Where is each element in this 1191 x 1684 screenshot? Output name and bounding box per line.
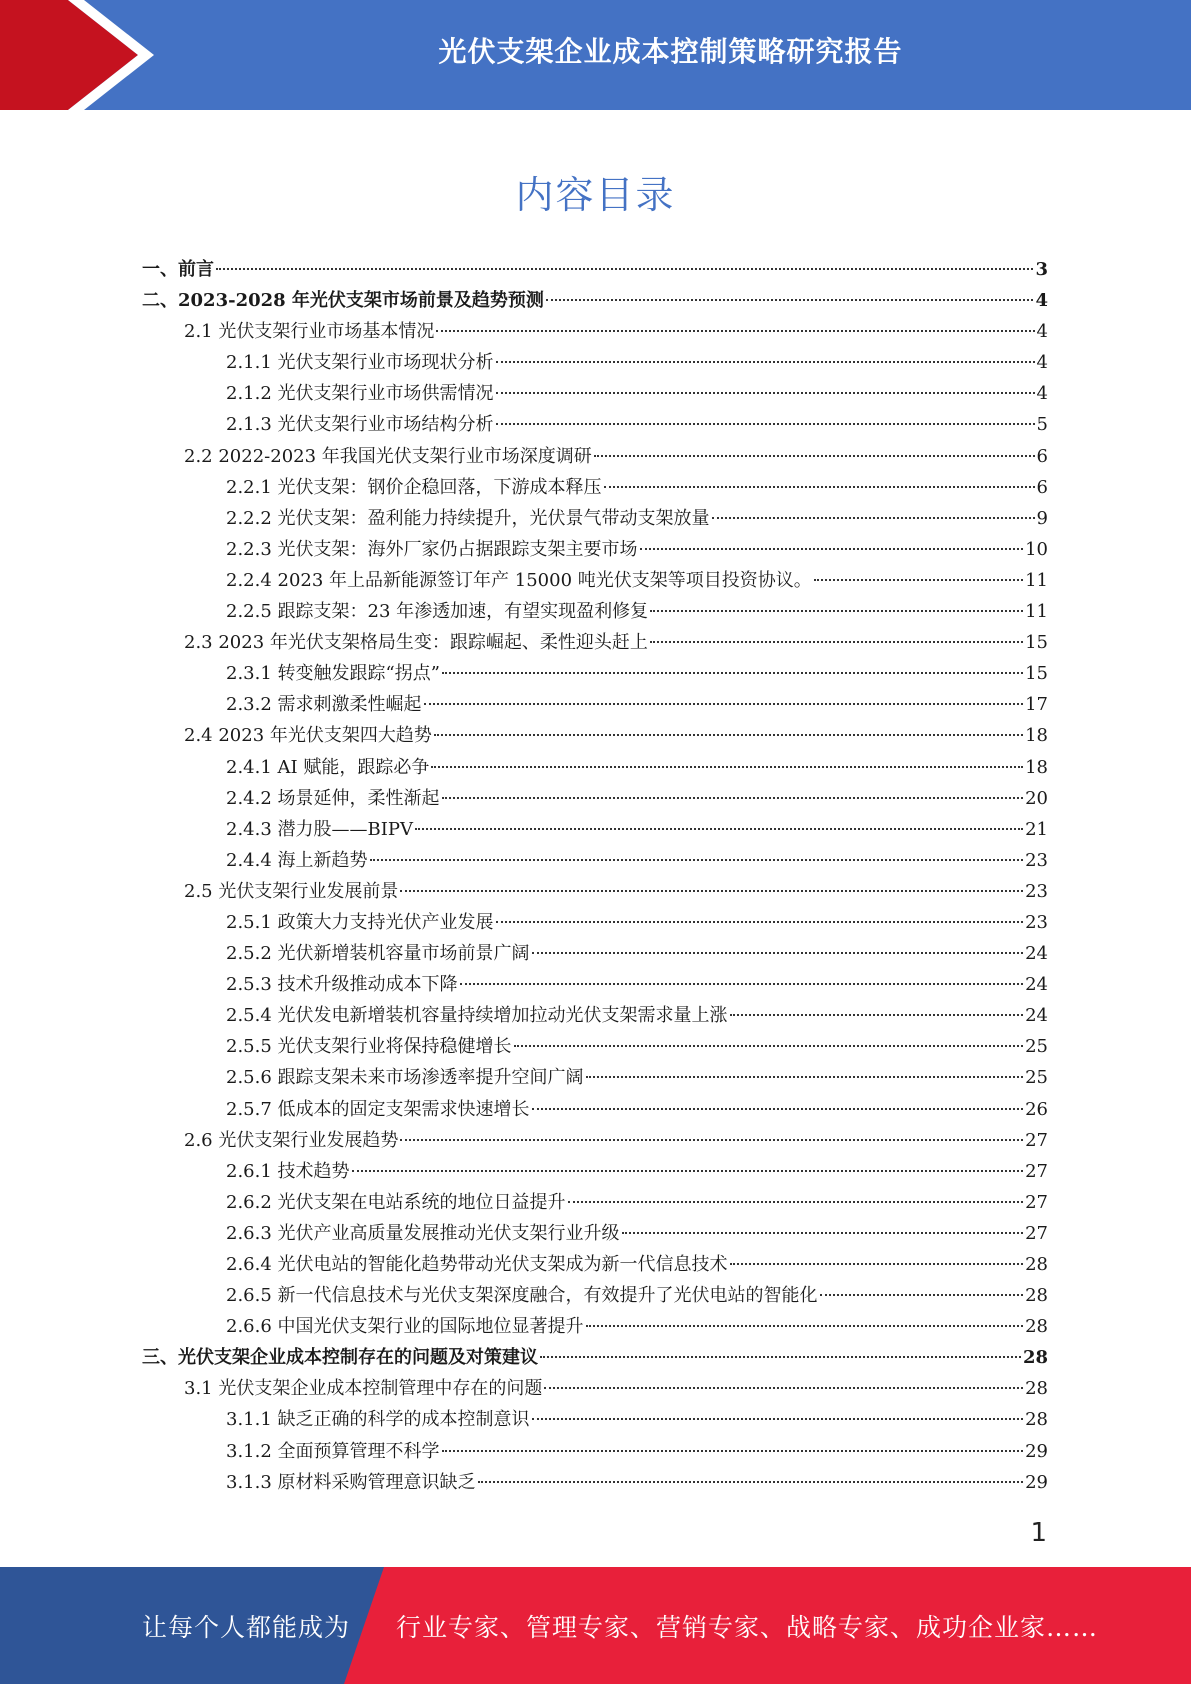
toc-entry-page: 9 [1036, 507, 1048, 529]
toc-entry[interactable] [142, 752, 1048, 783]
toc-entry-label: 2.3.1 转变触发跟踪“拐点” [226, 663, 440, 685]
toc-entry-label: 2.5.7 低成本的固定支架需求快速增长 [226, 1098, 530, 1120]
toc-entry-label: 2.6.6 中国光伏支架行业的国际地位显著提升 [226, 1316, 584, 1338]
toc-entry-label: 2.6.2 光伏支架在电站系统的地位日益提升 [226, 1191, 566, 1213]
toc-entry-label: 2.6.3 光伏产业高质量发展推动光伏支架行业升级 [226, 1222, 620, 1244]
toc-entry-page: 27 [1025, 1129, 1048, 1151]
toc-entry-page: 4 [1036, 352, 1048, 374]
toc-entry-label: 2.4.3 潜力股——BIPV [226, 818, 413, 840]
toc-dot-leader [586, 1325, 1024, 1327]
toc-entry-page: 18 [1025, 725, 1048, 747]
toc-dot-leader [216, 268, 1033, 270]
toc-entry-page: 28 [1025, 1378, 1048, 1400]
toc-dot-leader [424, 703, 1024, 705]
toc-entry-label: 2.5 光伏支架行业发展前景 [184, 880, 399, 902]
toc-dot-leader [640, 548, 1024, 550]
toc-entry-label: 2.6.5 新一代信息技术与光伏支架深度融合，有效提升了光伏电站的智能化 [226, 1285, 818, 1307]
toc-entry-page: 21 [1025, 818, 1048, 840]
toc-dot-leader [546, 299, 1034, 301]
toc-entry-label: 2.2.2 光伏支架：盈利能力持续提升，光伏景气带动支架放量 [226, 507, 710, 529]
toc-entry-label: 2.4 2023 年光伏支架四大趋势 [184, 725, 432, 747]
toc-entry-label: 2.2.3 光伏支架：海外厂家仍占据跟踪支架主要市场 [226, 538, 638, 560]
toc-entry-label: 2.6 光伏支架行业发展趋势 [184, 1129, 399, 1151]
toc-entry[interactable] [142, 689, 1048, 720]
toc-entry-label: 2.3 2023 年光伏支架格局生变：跟踪崛起、柔性迎头赶上 [184, 632, 648, 654]
toc-entry[interactable] [142, 534, 1048, 565]
toc-dot-leader [650, 610, 1023, 612]
toc-entry-label: 2.4.1 AI 赋能，跟踪必争 [226, 756, 430, 778]
toc-entry[interactable] [142, 1031, 1048, 1062]
toc-dot-leader [478, 1481, 1024, 1483]
toc-entry-page: 5 [1036, 414, 1048, 436]
toc-entry-label: 2.5.5 光伏支架行业将保持稳健增长 [226, 1036, 512, 1058]
toc-dot-leader [434, 734, 1023, 736]
toc-dot-leader [568, 1201, 1024, 1203]
toc-dot-leader [712, 517, 1035, 519]
toc-entry-page: 6 [1036, 445, 1048, 467]
toc-entry[interactable] [142, 876, 1048, 907]
toc-entry-label: 2.1 光伏支架行业市场基本情况 [184, 321, 435, 343]
toc-dot-leader [352, 1170, 1024, 1172]
toc-dot-leader [431, 766, 1023, 768]
toc-entry-label: 2.1.2 光伏支架行业市场供需情况 [226, 383, 494, 405]
toc-entry-label: 2.5.6 跟踪支架未来市场渗透率提升空间广阔 [226, 1067, 584, 1089]
toc-dot-leader [540, 1356, 1021, 1358]
toc-entry[interactable] [142, 969, 1048, 1000]
toc-entry[interactable] [142, 1218, 1048, 1249]
toc-entry[interactable] [142, 1125, 1048, 1156]
toc-entry-label: 2.5.3 技术升级推动成本下降 [226, 974, 458, 996]
toc-dot-leader [442, 1450, 1024, 1452]
toc-entry[interactable] [142, 1000, 1048, 1031]
toc-entry-page: 17 [1025, 694, 1048, 716]
toc-entry[interactable] [142, 441, 1048, 472]
toc-dot-leader [370, 859, 1024, 861]
toc-entry[interactable] [142, 783, 1048, 814]
report-title: 光伏支架企业成本控制策略研究报告 [438, 35, 903, 68]
toc-dot-leader [544, 1387, 1023, 1389]
toc-entry[interactable] [142, 1467, 1048, 1498]
toc-entry-page: 28 [1025, 1316, 1048, 1338]
toc-dot-leader [532, 952, 1024, 954]
toc-entry[interactable] [142, 254, 1048, 285]
toc-entry[interactable] [142, 316, 1048, 347]
toc-entry-page: 11 [1025, 569, 1048, 591]
toc-entry-label: 2.6.1 技术趋势 [226, 1160, 350, 1182]
toc-dot-leader [532, 1108, 1024, 1110]
toc-dot-leader [514, 1045, 1024, 1047]
toc-entry[interactable] [142, 658, 1048, 689]
toc-entry-page: 15 [1025, 632, 1048, 654]
toc-dot-leader [594, 455, 1035, 457]
toc-entry[interactable] [142, 1436, 1048, 1467]
toc-entry[interactable] [142, 1094, 1048, 1125]
toc-dot-leader [730, 1014, 1024, 1016]
toc-entry-page: 27 [1025, 1160, 1048, 1182]
page-number: 1 [1030, 1518, 1047, 1548]
toc-entry-page: 27 [1025, 1191, 1048, 1213]
toc-dot-leader [496, 392, 1035, 394]
toc-entry-page: 27 [1025, 1222, 1048, 1244]
toc-entry[interactable] [142, 1280, 1048, 1311]
toc-entry[interactable] [142, 409, 1048, 440]
toc-entry-label: 2.5.4 光伏发电新增装机容量持续增加拉动光伏支架需求量上涨 [226, 1005, 728, 1027]
toc-dot-leader [650, 641, 1023, 643]
toc-entry-page: 25 [1025, 1036, 1048, 1058]
toc-entry[interactable] [142, 1404, 1048, 1435]
toc-entry-label: 2.1.3 光伏支架行业市场结构分析 [226, 414, 494, 436]
toc-dot-leader [604, 486, 1035, 488]
toc-dot-leader [460, 983, 1024, 985]
toc-entry-label: 3.1.1 缺乏正确的科学的成本控制意识 [226, 1409, 530, 1431]
toc-entry-page: 4 [1035, 290, 1048, 312]
toc-dot-leader [496, 361, 1035, 363]
toc-entry-label: 2.6.4 光伏电站的智能化趋势带动光伏支架成为新一代信息技术 [226, 1254, 728, 1275]
toc-entry[interactable] [142, 1187, 1048, 1218]
toc-entry-page: 28 [1025, 1285, 1048, 1307]
toc-entry[interactable] [142, 347, 1048, 378]
toc-entry[interactable] [142, 503, 1048, 534]
toc-entry[interactable] [142, 1156, 1048, 1187]
toc-dot-leader [400, 1139, 1023, 1141]
toc-entry[interactable] [142, 378, 1048, 409]
toc-dot-leader [442, 672, 1023, 674]
toc-entry[interactable] [142, 1373, 1048, 1404]
toc-entry-label: 2.4.4 海上新趋势 [226, 849, 368, 871]
toc-entry-page: 23 [1025, 849, 1048, 871]
toc-entry[interactable] [142, 845, 1048, 876]
toc-entry[interactable] [142, 565, 1048, 596]
toc-dot-leader [442, 797, 1024, 799]
toc-dot-leader [622, 1232, 1024, 1234]
toc-entry-label: 2.3.2 需求刺激柔性崛起 [226, 694, 422, 716]
toc-entry-label: 2.5.1 政策大力支持光伏产业发展 [226, 911, 494, 933]
toc-entry-page: 18 [1025, 756, 1048, 778]
toc-entry-label: 3.1 光伏支架企业成本控制管理中存在的问题 [184, 1378, 543, 1400]
toc-entry[interactable] [142, 596, 1048, 627]
toc-entry-page: 24 [1025, 1005, 1048, 1027]
toc-dot-leader [415, 828, 1023, 830]
toc-entry-page: 3 [1035, 259, 1048, 280]
toc-entry-label: 一、前言 [142, 259, 214, 280]
toc-entry-page: 4 [1036, 383, 1048, 405]
toc-entry-label: 3.1.2 全面预算管理不科学 [226, 1440, 440, 1462]
toc-dot-leader [532, 1418, 1024, 1420]
toc-entry-label: 2.2.5 跟踪支架：23 年渗透加速，有望实现盈利修复 [226, 601, 649, 623]
toc-dot-leader [400, 890, 1023, 892]
toc-entry[interactable] [142, 720, 1048, 751]
toc-entry[interactable] [142, 627, 1048, 658]
toc-entry-page: 4 [1036, 321, 1048, 343]
toc-entry-label: 2.4.2 场景延伸，柔性渐起 [226, 787, 440, 809]
toc-entry-label: 3.1.3 原材料采购管理意识缺乏 [226, 1471, 476, 1493]
toc-entry-label: 二、2023-2028 年光伏支架市场前景及趋势预测 [142, 290, 544, 312]
toc-entry[interactable] [142, 1311, 1048, 1342]
toc-entry-page: 24 [1025, 974, 1048, 996]
toc-entry-page: 10 [1025, 538, 1048, 560]
toc-entry[interactable] [142, 907, 1048, 938]
toc-heading: 内容目录 [515, 173, 676, 217]
toc-entry-page: 6 [1036, 476, 1048, 498]
toc-dot-leader [820, 1294, 1024, 1296]
toc-entry[interactable] [142, 1249, 1048, 1280]
toc-entry[interactable] [142, 1342, 1048, 1373]
toc-entry-label: 2.5.2 光伏新增装机容量市场前景广阔 [226, 943, 530, 965]
toc-dot-leader [436, 330, 1034, 332]
toc-dot-leader [496, 423, 1035, 425]
toc-entry[interactable] [142, 938, 1048, 969]
toc-entry[interactable] [142, 1062, 1048, 1093]
toc-entry-page: 28 [1025, 1409, 1048, 1431]
toc-entry-page: 28 [1022, 1347, 1048, 1369]
toc-entry-label: 2.1.1 光伏支架行业市场现状分析 [226, 352, 494, 374]
toc-entry-page: 23 [1025, 880, 1048, 902]
table-of-contents [142, 254, 1048, 1498]
toc-entry-page: 24 [1025, 943, 1048, 965]
toc-dot-leader [496, 921, 1024, 923]
toc-entry-label: 2.2.4 2023 年上品新能源签订年产 15000 吨光伏支架等项目投资协议。 [226, 569, 812, 591]
toc-entry-label: 2.2 2022-2023 年我国光伏支架行业市场深度调研 [184, 445, 592, 467]
toc-entry[interactable] [142, 472, 1048, 503]
toc-entry-page: 23 [1025, 911, 1048, 933]
toc-entry-page: 26 [1025, 1098, 1048, 1120]
toc-dot-leader [730, 1263, 1024, 1265]
toc-entry-page: 28 [1025, 1254, 1048, 1275]
toc-entry-page: 29 [1025, 1440, 1048, 1462]
footer-slogan-left: 让每个人都能成为 [142, 1612, 351, 1642]
toc-entry-label: 2.2.1 光伏支架：钢价企稳回落，下游成本释压 [226, 476, 602, 498]
toc-entry[interactable] [142, 285, 1048, 316]
toc-dot-leader [814, 579, 1023, 581]
toc-entry-page: 29 [1025, 1471, 1048, 1493]
toc-entry-page: 20 [1025, 787, 1048, 809]
toc-entry-page: 15 [1025, 663, 1048, 685]
toc-entry[interactable] [142, 814, 1048, 845]
toc-entry-page: 11 [1025, 601, 1048, 623]
footer-slogan-right: 行业专家、管理专家、营销专家、战略专家、成功企业家…… [396, 1612, 1099, 1642]
toc-entry-page: 25 [1025, 1067, 1048, 1089]
toc-dot-leader [586, 1076, 1024, 1078]
toc-entry-label: 三、光伏支架企业成本控制存在的问题及对策建议 [142, 1347, 538, 1369]
